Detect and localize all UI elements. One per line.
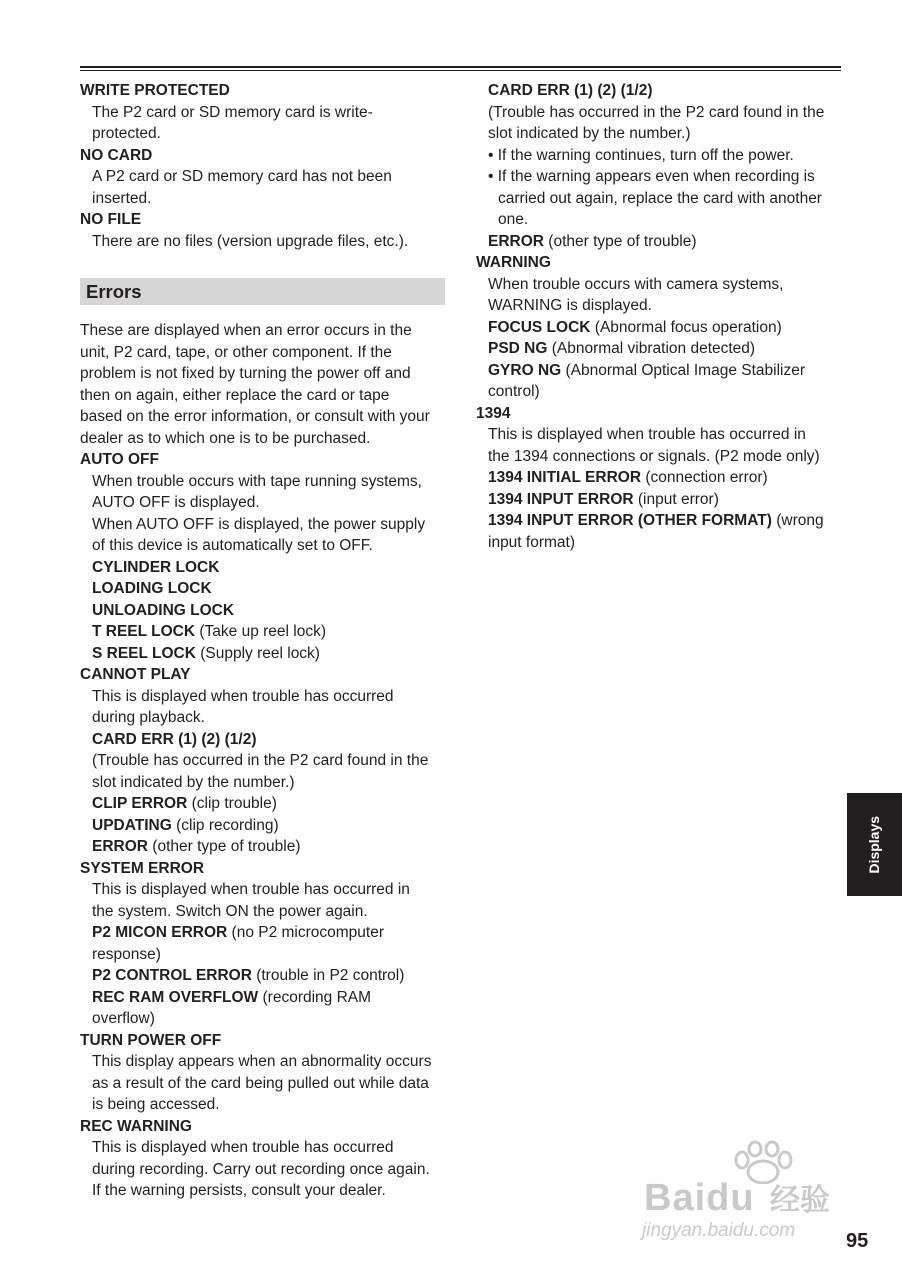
baidu-watermark [640, 1140, 845, 1250]
cannot-play-desc-1: This is displayed when trouble has occurred [92, 687, 394, 705]
item-note: (Abnormal Optical Image Stabilizer [565, 361, 806, 379]
p2-control-item [80, 965, 450, 987]
item-term: P2 MICON ERROR [92, 924, 228, 941]
item-note: (no P2 microcomputer [231, 924, 385, 941]
rec-warning-heading: REC WARNING [80, 1117, 192, 1135]
gyro-ng-item [476, 360, 841, 382]
item-note: (wrong [776, 512, 824, 529]
right-column [476, 80, 841, 553]
errors-intro-2: unit, P2 card, tape, or other component. If the [80, 343, 392, 361]
turn-power-off-desc-3: is being accessed. [92, 1096, 220, 1113]
ieee1394-heading: 1394 [476, 404, 511, 422]
no-card-desc-1: A P2 card or SD memory card has not been [92, 168, 392, 185]
errors-intro-5: based on the error information, or consult with your [80, 408, 430, 425]
auto-off-item [80, 600, 450, 622]
watermark-url: jingyan.baidu.com [642, 1220, 796, 1241]
card-err-subheading: CARD ERR (1) (2) (1/2) [92, 730, 257, 748]
bullet-item: • If the warning continues, turn off the power. [488, 146, 794, 164]
errors-intro-1: These are displayed when an error occurs in the [80, 322, 412, 339]
ieee1394-other-format-item [476, 510, 841, 532]
item-term: UPDATING [92, 816, 172, 834]
item-note: (other type of trouble) [152, 838, 301, 855]
warning-heading: WARNING [476, 254, 551, 271]
item-term: UNLOADING LOCK [92, 601, 235, 619]
item-term: S REEL LOCK [92, 644, 196, 662]
cannot-play-desc-2: during playback. [92, 709, 205, 726]
card-err-desc-2: slot indicated by the number.) [488, 125, 691, 142]
item-note: (other type of trouble) [548, 232, 697, 250]
left-column [80, 80, 450, 1202]
gyro-ng-note-cont: control) [488, 383, 540, 400]
no-card-heading: NO CARD [80, 146, 153, 164]
rec-warning-desc-3: If the warning persists, consult your dealer. [92, 1182, 386, 1199]
bullet-item: • If the warning appears even when recording is [488, 168, 815, 185]
system-error-desc-2: the system. Switch ON the power again. [92, 902, 368, 920]
item-term: CLIP ERROR [92, 795, 188, 812]
warning-desc-2: WARNING is displayed. [488, 297, 652, 314]
p2-micon-item [80, 922, 450, 944]
auto-off-heading: AUTO OFF [80, 451, 159, 468]
item-note: (Supply reel lock) [200, 644, 320, 662]
item-term: GYRO NG [488, 361, 562, 379]
item-note: (input error) [637, 490, 719, 508]
rec-ram-note-cont: overflow) [92, 1010, 155, 1027]
side-tab-label: Displays [865, 815, 882, 874]
cannot-play-item [80, 815, 450, 837]
auto-off-desc-3: When AUTO OFF is displayed, the power supply [92, 515, 426, 533]
top-rule [80, 66, 841, 68]
p2-micon-note-cont: response) [92, 945, 161, 963]
item-term: 1394 INPUT ERROR [488, 490, 634, 508]
turn-power-off-desc-2: as a result of the card being pulled out while data [92, 1074, 429, 1092]
item-term: 1394 INPUT ERROR (OTHER FORMAT) [488, 512, 772, 529]
rec-warning-desc-2: during recording. Carry out recording once again. [92, 1160, 430, 1178]
item-note: (Abnormal vibration detected) [551, 340, 756, 357]
errors-section-heading: Errors [80, 278, 445, 305]
watermark-brand: Baidu [644, 1177, 755, 1219]
item-term: 1394 INITIAL ERROR [488, 469, 642, 486]
item-note: (recording RAM [262, 988, 372, 1006]
top-rule-thin [80, 70, 841, 71]
auto-off-desc-1: When trouble occurs with tape running systems, [92, 472, 422, 490]
errors-intro-3: problem is not fixed by turning the power off and [80, 365, 411, 382]
bullet-item-cont: one. [498, 211, 529, 228]
auto-off-item [80, 557, 450, 579]
item-term: P2 CONTROL ERROR [92, 967, 252, 984]
displays-side-tab [847, 793, 902, 896]
auto-off-desc-2: AUTO OFF is displayed. [92, 494, 260, 511]
item-term: CYLINDER LOCK [92, 558, 220, 576]
cannot-play-heading: CANNOT PLAY [80, 666, 191, 683]
item-note: (connection error) [645, 469, 768, 486]
focus-lock-item [476, 317, 841, 339]
item-note: (trouble in P2 control) [256, 967, 405, 984]
cannot-play-item [80, 836, 450, 858]
ieee1394-desc-2: the 1394 connections or signals. (P2 mode only) [488, 447, 820, 465]
bullet-item-cont: carried out again, replace the card with another [498, 189, 822, 207]
card-err-desc-2: slot indicated by the number.) [92, 773, 295, 791]
item-note: (clip trouble) [191, 795, 277, 812]
no-file-desc-1: There are no files (version upgrade files, etc.). [92, 232, 409, 250]
rec-ram-item [80, 987, 450, 1009]
item-term: ERROR [488, 232, 544, 250]
watermark-chinese: 经验 [770, 1184, 830, 1217]
error-item [476, 231, 841, 253]
ieee1394-input-item [476, 489, 841, 511]
ieee1394-other-format-note-cont: input format) [488, 533, 576, 551]
rec-warning-desc-1: This is displayed when trouble has occurred [92, 1139, 394, 1156]
item-term: T REEL LOCK [92, 623, 196, 640]
cannot-play-item [80, 793, 450, 815]
no-file-heading: NO FILE [80, 211, 142, 228]
turn-power-off-heading: TURN POWER OFF [80, 1031, 222, 1049]
item-term: ERROR [92, 838, 148, 855]
errors-intro-4: then on again, either replace the card or tape [80, 386, 390, 404]
auto-off-desc-4: of this device is automatically set to OFF. [92, 537, 373, 554]
item-term: REC RAM OVERFLOW [92, 988, 259, 1006]
item-term: LOADING LOCK [92, 580, 212, 597]
errors-intro-6: dealer as to which one is to be purchased. [80, 429, 371, 447]
write-protected-desc-1: The P2 card or SD memory card is write- [92, 103, 373, 121]
item-term: FOCUS LOCK [488, 318, 591, 336]
system-error-heading: SYSTEM ERROR [80, 859, 205, 877]
card-err-desc-1: (Trouble has occurred in the P2 card found in the [488, 103, 825, 121]
write-protected-desc-2: protected. [92, 125, 161, 142]
item-term: PSD NG [488, 340, 548, 357]
page-number: 95 [846, 1230, 869, 1252]
item-note: (Take up reel lock) [199, 623, 327, 640]
ieee1394-initial-item [476, 467, 841, 489]
no-card-desc-2: inserted. [92, 189, 152, 207]
auto-off-item [80, 643, 450, 665]
item-note: (clip recording) [176, 816, 279, 834]
auto-off-item [80, 621, 450, 643]
card-err-desc-1: (Trouble has occurred in the P2 card found in the [92, 752, 429, 769]
item-note: (Abnormal focus operation) [594, 318, 782, 336]
ieee1394-desc-1: This is displayed when trouble has occurred in [488, 426, 806, 443]
turn-power-off-desc-1: This display appears when an abnormality occurs [92, 1053, 432, 1070]
auto-off-item [80, 578, 450, 600]
system-error-desc-1: This is displayed when trouble has occurred in [92, 881, 410, 898]
card-err-subheading: CARD ERR (1) (2) (1/2) [488, 82, 653, 99]
write-protected-heading: WRITE PROTECTED [80, 82, 230, 99]
psd-ng-item [476, 338, 841, 360]
warning-desc-1: When trouble occurs with camera systems, [488, 275, 784, 293]
